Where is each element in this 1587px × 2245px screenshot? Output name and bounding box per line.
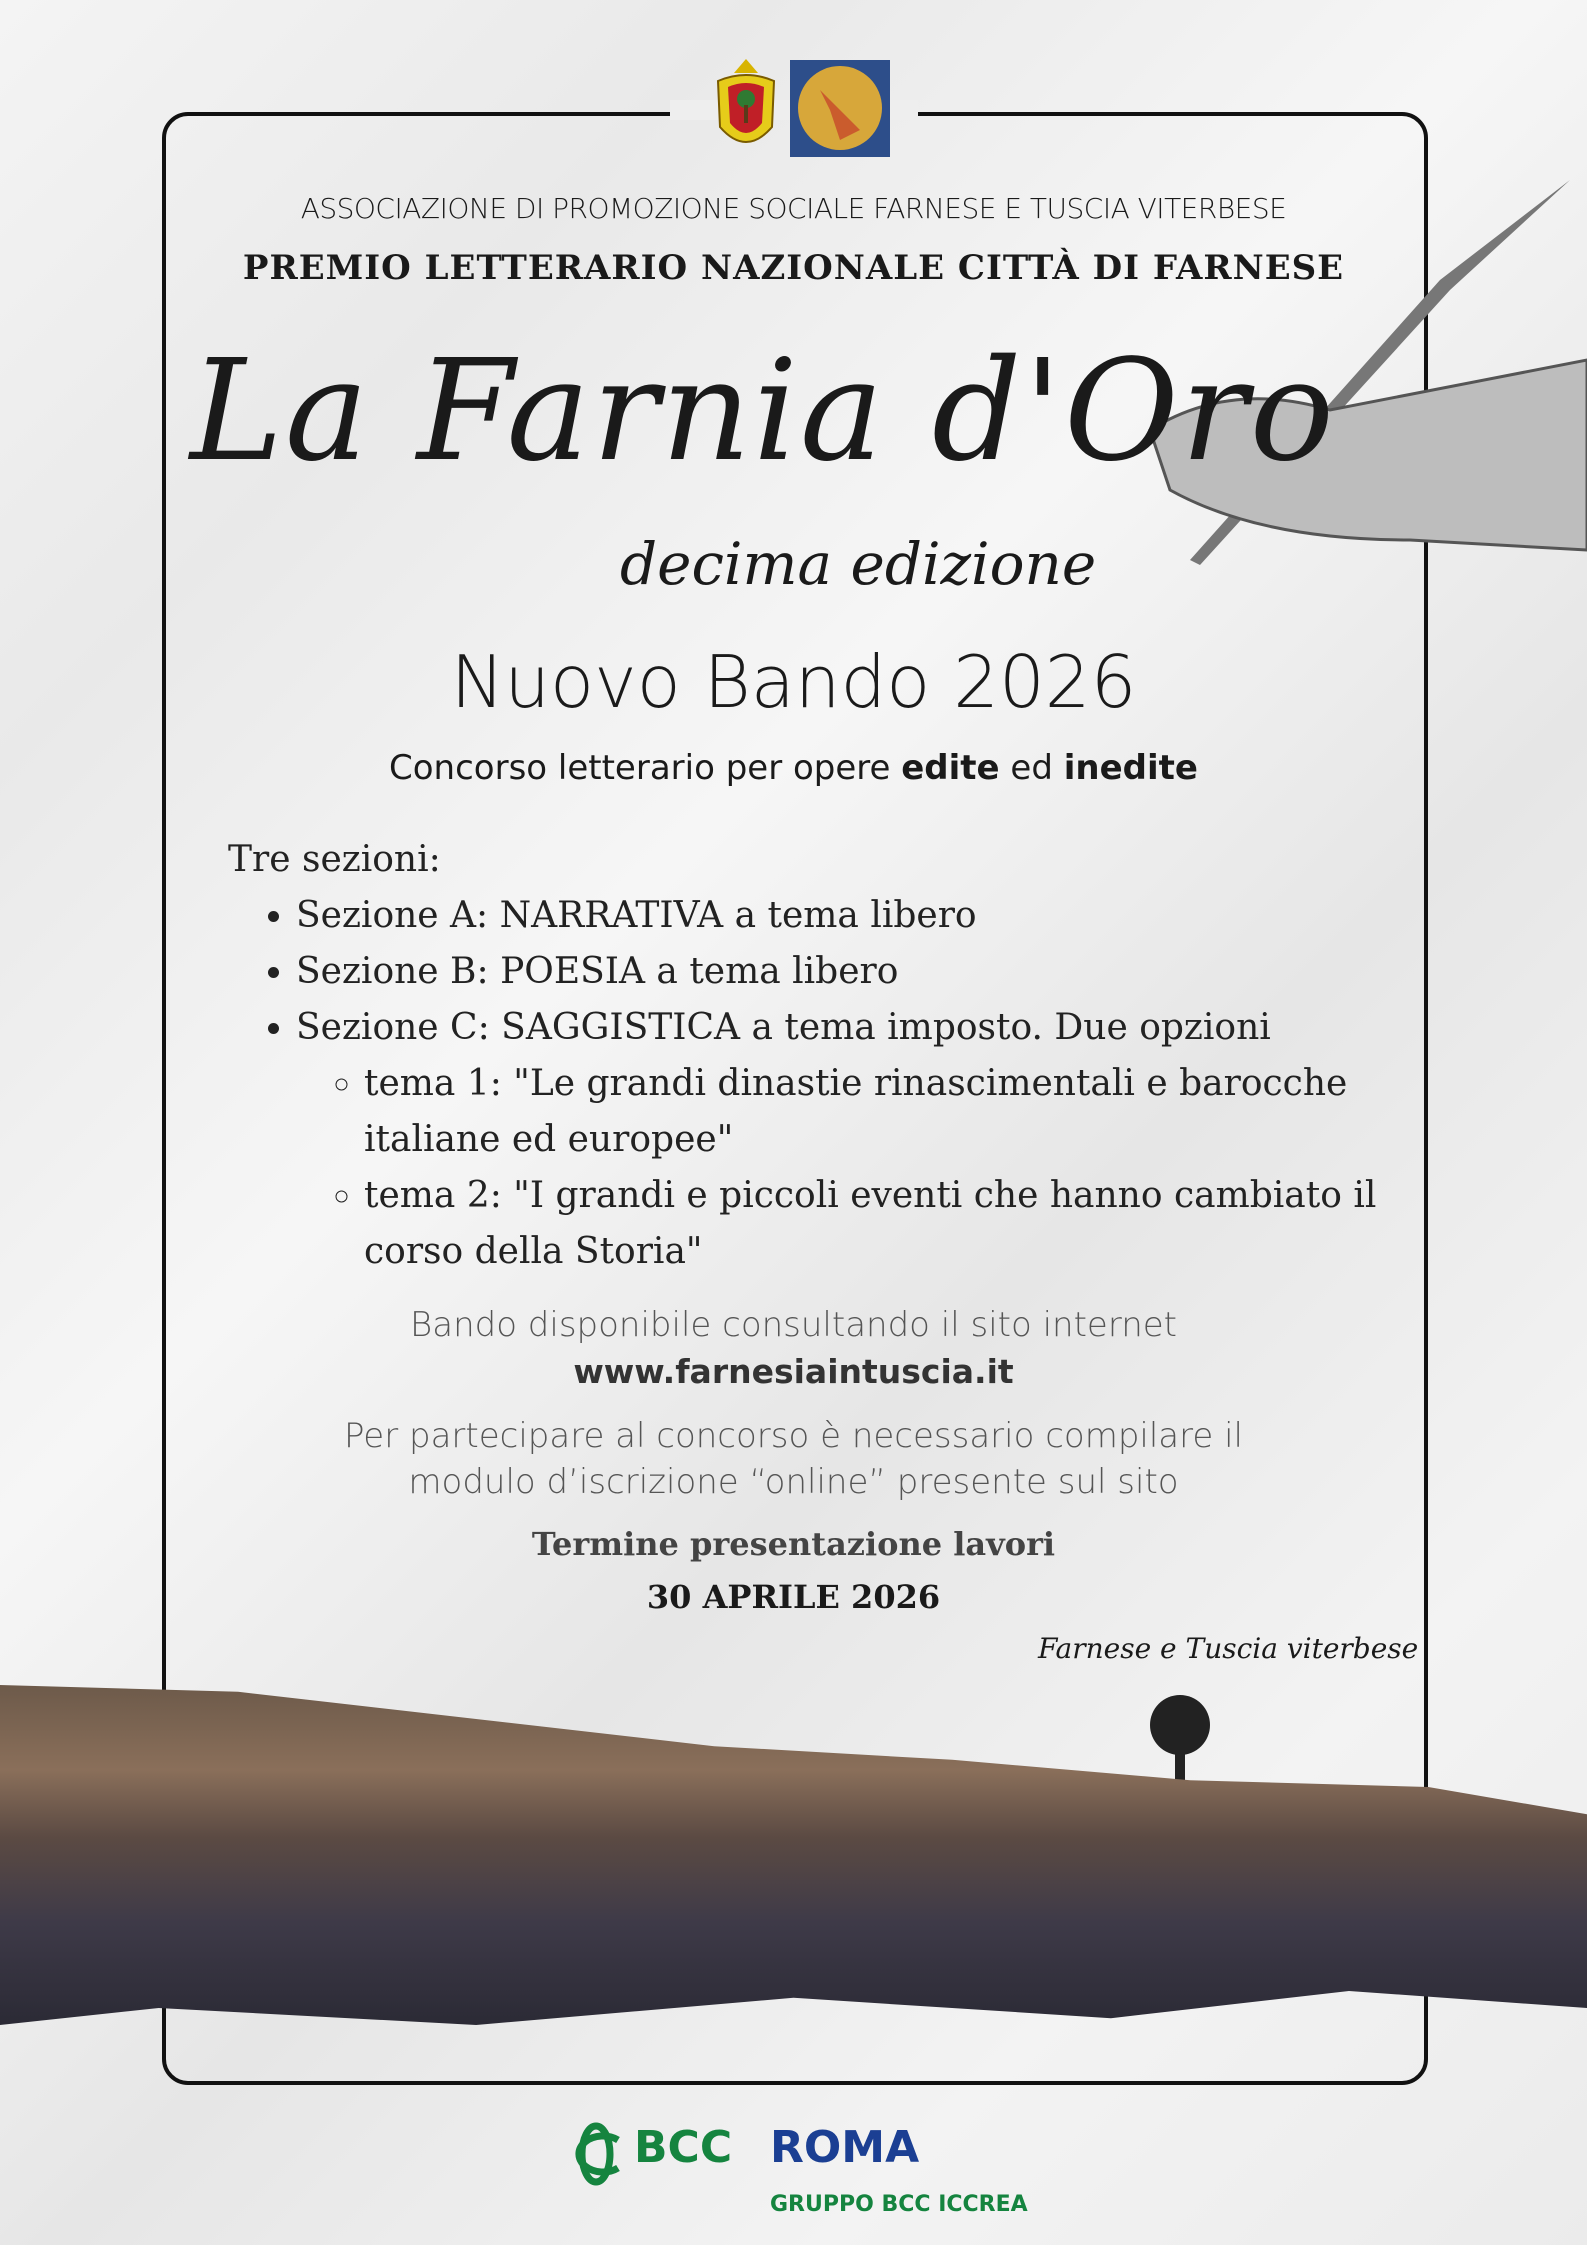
deadline-date: 30 APRILE 2026 [646,1578,941,1616]
theme-item: ◦ tema 1: "Le grandi dinastie rinascimentali e barocche italiane ed europee" [364,1056,1378,1168]
sections-intro: Tre sezioni: [228,839,441,880]
prize-name: PREMIO LETTERARIO NAZIONALE CITTÀ DI FARNESE [242,248,1345,288]
section-item: • Sezione B: POESIA a tema libero [296,944,1378,1000]
availability-text: Bando disponibile consultando il sito internet [409,1305,1178,1345]
deadline-label: Termine presentazione lavori [531,1525,1056,1563]
sections-list [228,832,1378,1280]
bcc-label: BCC [634,2122,733,2173]
association-logo-icon [790,60,890,157]
bcc-logo-icon [566,2122,626,2186]
bando-subtitle: Concorso letterario per opere edite ed inedite [389,748,1198,788]
roma-label: ROMA [770,2122,920,2173]
group-label: GRUPPO BCC ICCREA [770,2192,1028,2217]
bando-title: Nuovo Bando 2026 [450,640,1137,724]
signature-logo: Farnese e Tuscia viterbese [1038,1632,1419,1665]
contest-title: La Farnia d'Oro [190,330,1336,493]
farnese-coat-of-arms-icon [708,57,784,159]
edition-label: decima edizione [620,530,1097,598]
section-item: • Sezione A: NARRATIVA a tema libero [296,888,1378,944]
association-name: ASSOCIAZIONE DI PROMOZIONE SOCIALE FARNESE E TUSCIA VITERBESE [300,192,1287,225]
website-link[interactable]: www.farnesiaintuscia.it [573,1352,1014,1391]
section-item: • Sezione C: SAGGISTICA a tema imposto. Due opzioni ◦ tema 1: "Le grandi dinastie rinascimentali e barocche italiane ed europee" ◦ tema 2: "I grandi e piccoli eventi che hanno cambiato il corso della Storia" [296,1000,1378,1280]
theme-item: ◦ tema 2: "I grandi e piccoli eventi che hanno cambiato il corso della Storia" [364,1168,1378,1280]
participation-text: Per partecipare al concorso è necessario compilare il modulo d’iscrizione “online” presente sul sito [344,1416,1243,1502]
